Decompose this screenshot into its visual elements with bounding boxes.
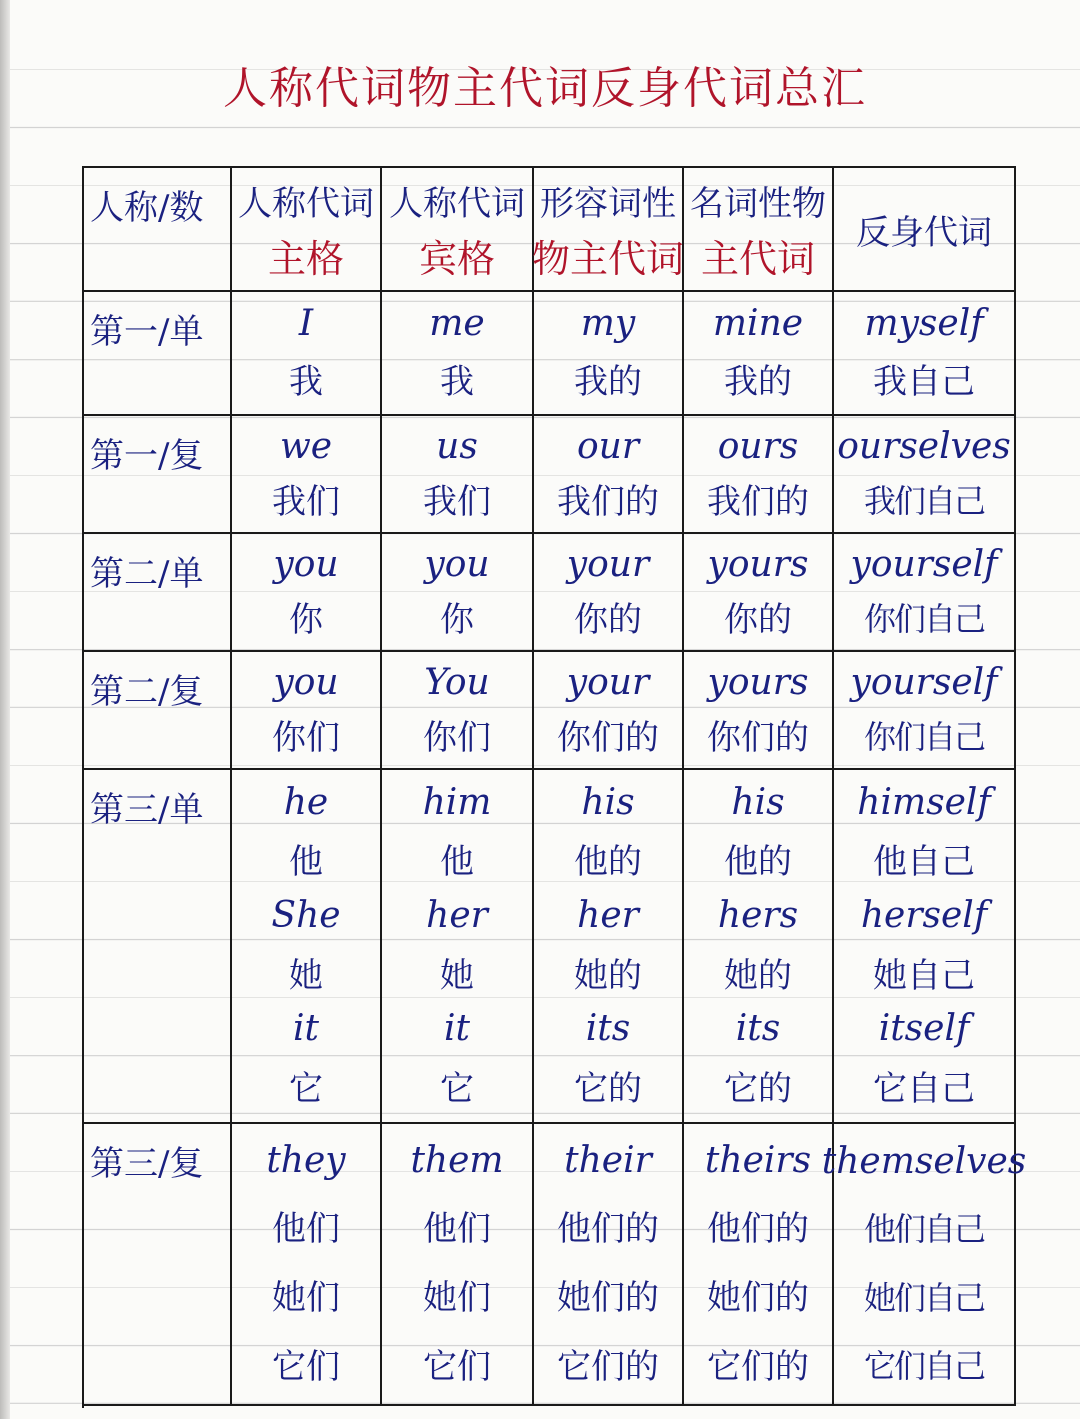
chinese-meaning: 我的 (724, 362, 792, 402)
english-word: his (731, 781, 785, 823)
chinese-meaning: 我 (289, 362, 323, 402)
pronoun-cell (232, 416, 382, 534)
chinese-meaning: 我们 (272, 481, 340, 522)
pronoun-cell (684, 534, 834, 652)
header-label: 形容词性 (540, 183, 676, 224)
chinese-meaning: 她的 (724, 955, 792, 996)
chinese-meaning: 你们的 (557, 717, 659, 758)
header-label: 反身代词 (856, 212, 992, 253)
chinese-meaning: 它们自己 (863, 1346, 984, 1385)
english-word: my (580, 303, 636, 344)
english-word: your (566, 661, 650, 703)
header-cell (834, 168, 1016, 292)
english-word: yours (707, 661, 809, 703)
header-label: 人称代词 (389, 183, 525, 224)
english-word: ourselves (837, 426, 1011, 468)
chinese-meaning: 你们 (272, 717, 340, 758)
english-word: her (426, 895, 488, 937)
pronoun-cell (821, 1124, 1027, 1406)
pronoun-cell (684, 652, 834, 770)
pronoun-cell (232, 292, 382, 416)
chinese-meaning: 她们自己 (863, 1278, 984, 1317)
pronoun-cell (834, 416, 1016, 534)
english-word: hers (717, 895, 799, 937)
page-title: 人称代词物主代词反身代词总汇 (223, 63, 867, 114)
pronoun-cell (684, 416, 834, 534)
pronoun-cell (534, 534, 684, 652)
chinese-meaning: 它自己 (873, 1069, 975, 1110)
row-label-cell (84, 770, 232, 1124)
english-word: he (283, 781, 329, 823)
header-sublabel: 主格 (267, 236, 344, 281)
chinese-meaning: 他的 (574, 842, 642, 883)
chinese-meaning: 我们自己 (863, 481, 984, 520)
pronoun-cell (232, 1124, 382, 1406)
row-label-cell (84, 416, 232, 534)
chinese-meaning: 她们 (272, 1278, 340, 1318)
english-word: yourself (850, 544, 998, 586)
pronoun-cell (534, 1124, 684, 1406)
header-cell (684, 168, 834, 292)
row-label: 第一/单 (90, 312, 204, 352)
english-word: mine (712, 303, 804, 344)
english-word: You (424, 661, 490, 703)
row-label: 第三/复 (90, 1144, 204, 1184)
chinese-meaning: 你 (440, 599, 474, 640)
pronoun-cell (684, 1124, 834, 1406)
header-label: 人称代词 (238, 183, 374, 224)
row-label-cell (84, 292, 232, 416)
pronoun-cell (834, 534, 1016, 652)
english-word: yourself (850, 662, 998, 704)
pronoun-cell (232, 652, 382, 770)
pronoun-cell (382, 416, 534, 534)
chinese-meaning: 我的 (574, 362, 642, 402)
chinese-meaning: 它们的 (707, 1347, 809, 1387)
chinese-meaning: 我们的 (557, 481, 659, 522)
pronoun-table (82, 166, 1027, 1408)
chinese-meaning: 她 (289, 955, 323, 996)
header-label: 人称/数 (90, 188, 204, 228)
chinese-meaning: 我们的 (707, 481, 809, 522)
chinese-meaning: 你的 (724, 599, 792, 640)
english-word: myself (864, 303, 984, 344)
pronoun-cell (232, 534, 382, 652)
header-sublabel: 宾格 (418, 236, 495, 281)
english-word: themselves (821, 1141, 1027, 1183)
row-label: 第一/复 (90, 436, 204, 476)
chinese-meaning: 她 (440, 955, 474, 996)
english-word: our (576, 425, 640, 467)
chinese-meaning: 她的 (574, 955, 642, 996)
english-word: himself (857, 781, 991, 823)
english-word: them (410, 1140, 504, 1181)
chinese-meaning: 他们的 (707, 1209, 809, 1249)
pronoun-cell (232, 770, 382, 1124)
english-word: I (298, 303, 314, 344)
chinese-meaning: 它们 (272, 1347, 340, 1387)
english-word: herself (860, 895, 988, 937)
pronoun-cell (534, 770, 684, 1124)
english-word: their (564, 1140, 652, 1181)
english-word: him (422, 781, 492, 823)
chinese-meaning: 你的 (574, 599, 642, 640)
english-word: its (585, 1008, 631, 1050)
pronoun-cell (382, 292, 534, 416)
pronoun-cell (534, 652, 684, 770)
chinese-meaning: 它的 (724, 1069, 792, 1110)
chinese-meaning: 他的 (724, 842, 792, 883)
header-label: 名词性物 (690, 183, 826, 224)
english-word: itself (878, 1008, 970, 1050)
english-word: you (273, 661, 339, 703)
english-word: we (279, 425, 333, 467)
row-label: 第三/单 (90, 790, 204, 830)
chinese-meaning: 她们的 (557, 1278, 659, 1318)
chinese-meaning: 他们 (423, 1209, 491, 1249)
english-word: it (444, 1008, 470, 1050)
pronoun-cell (382, 534, 534, 652)
english-word: your (566, 543, 650, 585)
pronoun-cell (834, 770, 1016, 1124)
header-cell (84, 168, 232, 292)
header-cell (382, 168, 534, 292)
header-sublabel: 物主代词 (532, 236, 685, 281)
row-label: 第二/复 (90, 672, 204, 712)
chinese-meaning: 你们 (423, 717, 491, 758)
pronoun-cell (534, 292, 684, 416)
chinese-meaning: 你 (289, 599, 323, 640)
english-word: they (266, 1140, 346, 1181)
chinese-meaning: 她自己 (873, 955, 975, 996)
chinese-meaning: 她们 (423, 1278, 491, 1318)
english-word: it (293, 1008, 319, 1050)
chinese-meaning: 你们的 (707, 717, 809, 758)
chinese-meaning: 他们的 (557, 1209, 659, 1249)
pronoun-cell (382, 1124, 534, 1406)
english-word: us (436, 425, 478, 467)
chinese-meaning: 她们的 (707, 1278, 809, 1318)
notebook-spine (0, 0, 10, 1419)
english-word: you (424, 543, 490, 585)
chinese-meaning: 我们 (423, 481, 491, 522)
header-sublabel: 主代词 (700, 236, 815, 281)
pronoun-cell (534, 416, 684, 534)
english-word: ours (717, 425, 799, 467)
chinese-meaning: 他 (440, 842, 474, 883)
english-word: her (577, 895, 639, 937)
pronoun-cell (834, 652, 1016, 770)
row-label-cell (84, 534, 232, 652)
chinese-meaning: 它们的 (557, 1347, 659, 1387)
header-cell (232, 168, 382, 292)
english-word: its (735, 1008, 781, 1050)
chinese-meaning: 我自己 (873, 362, 975, 402)
pronoun-cell (684, 770, 834, 1124)
english-word: you (273, 543, 339, 585)
pronoun-cell (382, 770, 534, 1124)
english-word: his (581, 781, 635, 823)
english-word: theirs (704, 1140, 812, 1181)
row-label: 第二/单 (90, 554, 204, 594)
chinese-meaning: 它 (440, 1069, 474, 1110)
chinese-meaning: 他 (289, 842, 323, 883)
pronoun-cell (684, 292, 834, 416)
chinese-meaning: 他们自己 (863, 1210, 984, 1249)
chinese-meaning: 你们自己 (863, 599, 984, 638)
header-cell (534, 168, 684, 292)
chinese-meaning: 它们 (423, 1347, 491, 1387)
row-label-cell (84, 652, 232, 770)
english-word: She (271, 895, 341, 937)
chinese-meaning: 他们 (272, 1209, 340, 1249)
chinese-meaning: 他自己 (873, 842, 975, 883)
chinese-meaning: 它 (289, 1069, 323, 1110)
chinese-meaning: 它的 (574, 1069, 642, 1110)
english-word: yours (707, 543, 809, 585)
chinese-meaning: 我 (440, 362, 474, 402)
english-word: me (429, 303, 485, 344)
pronoun-cell (382, 652, 534, 770)
pronoun-cell (834, 292, 1016, 416)
row-label-cell (84, 1124, 232, 1406)
chinese-meaning: 你们自己 (863, 717, 984, 756)
